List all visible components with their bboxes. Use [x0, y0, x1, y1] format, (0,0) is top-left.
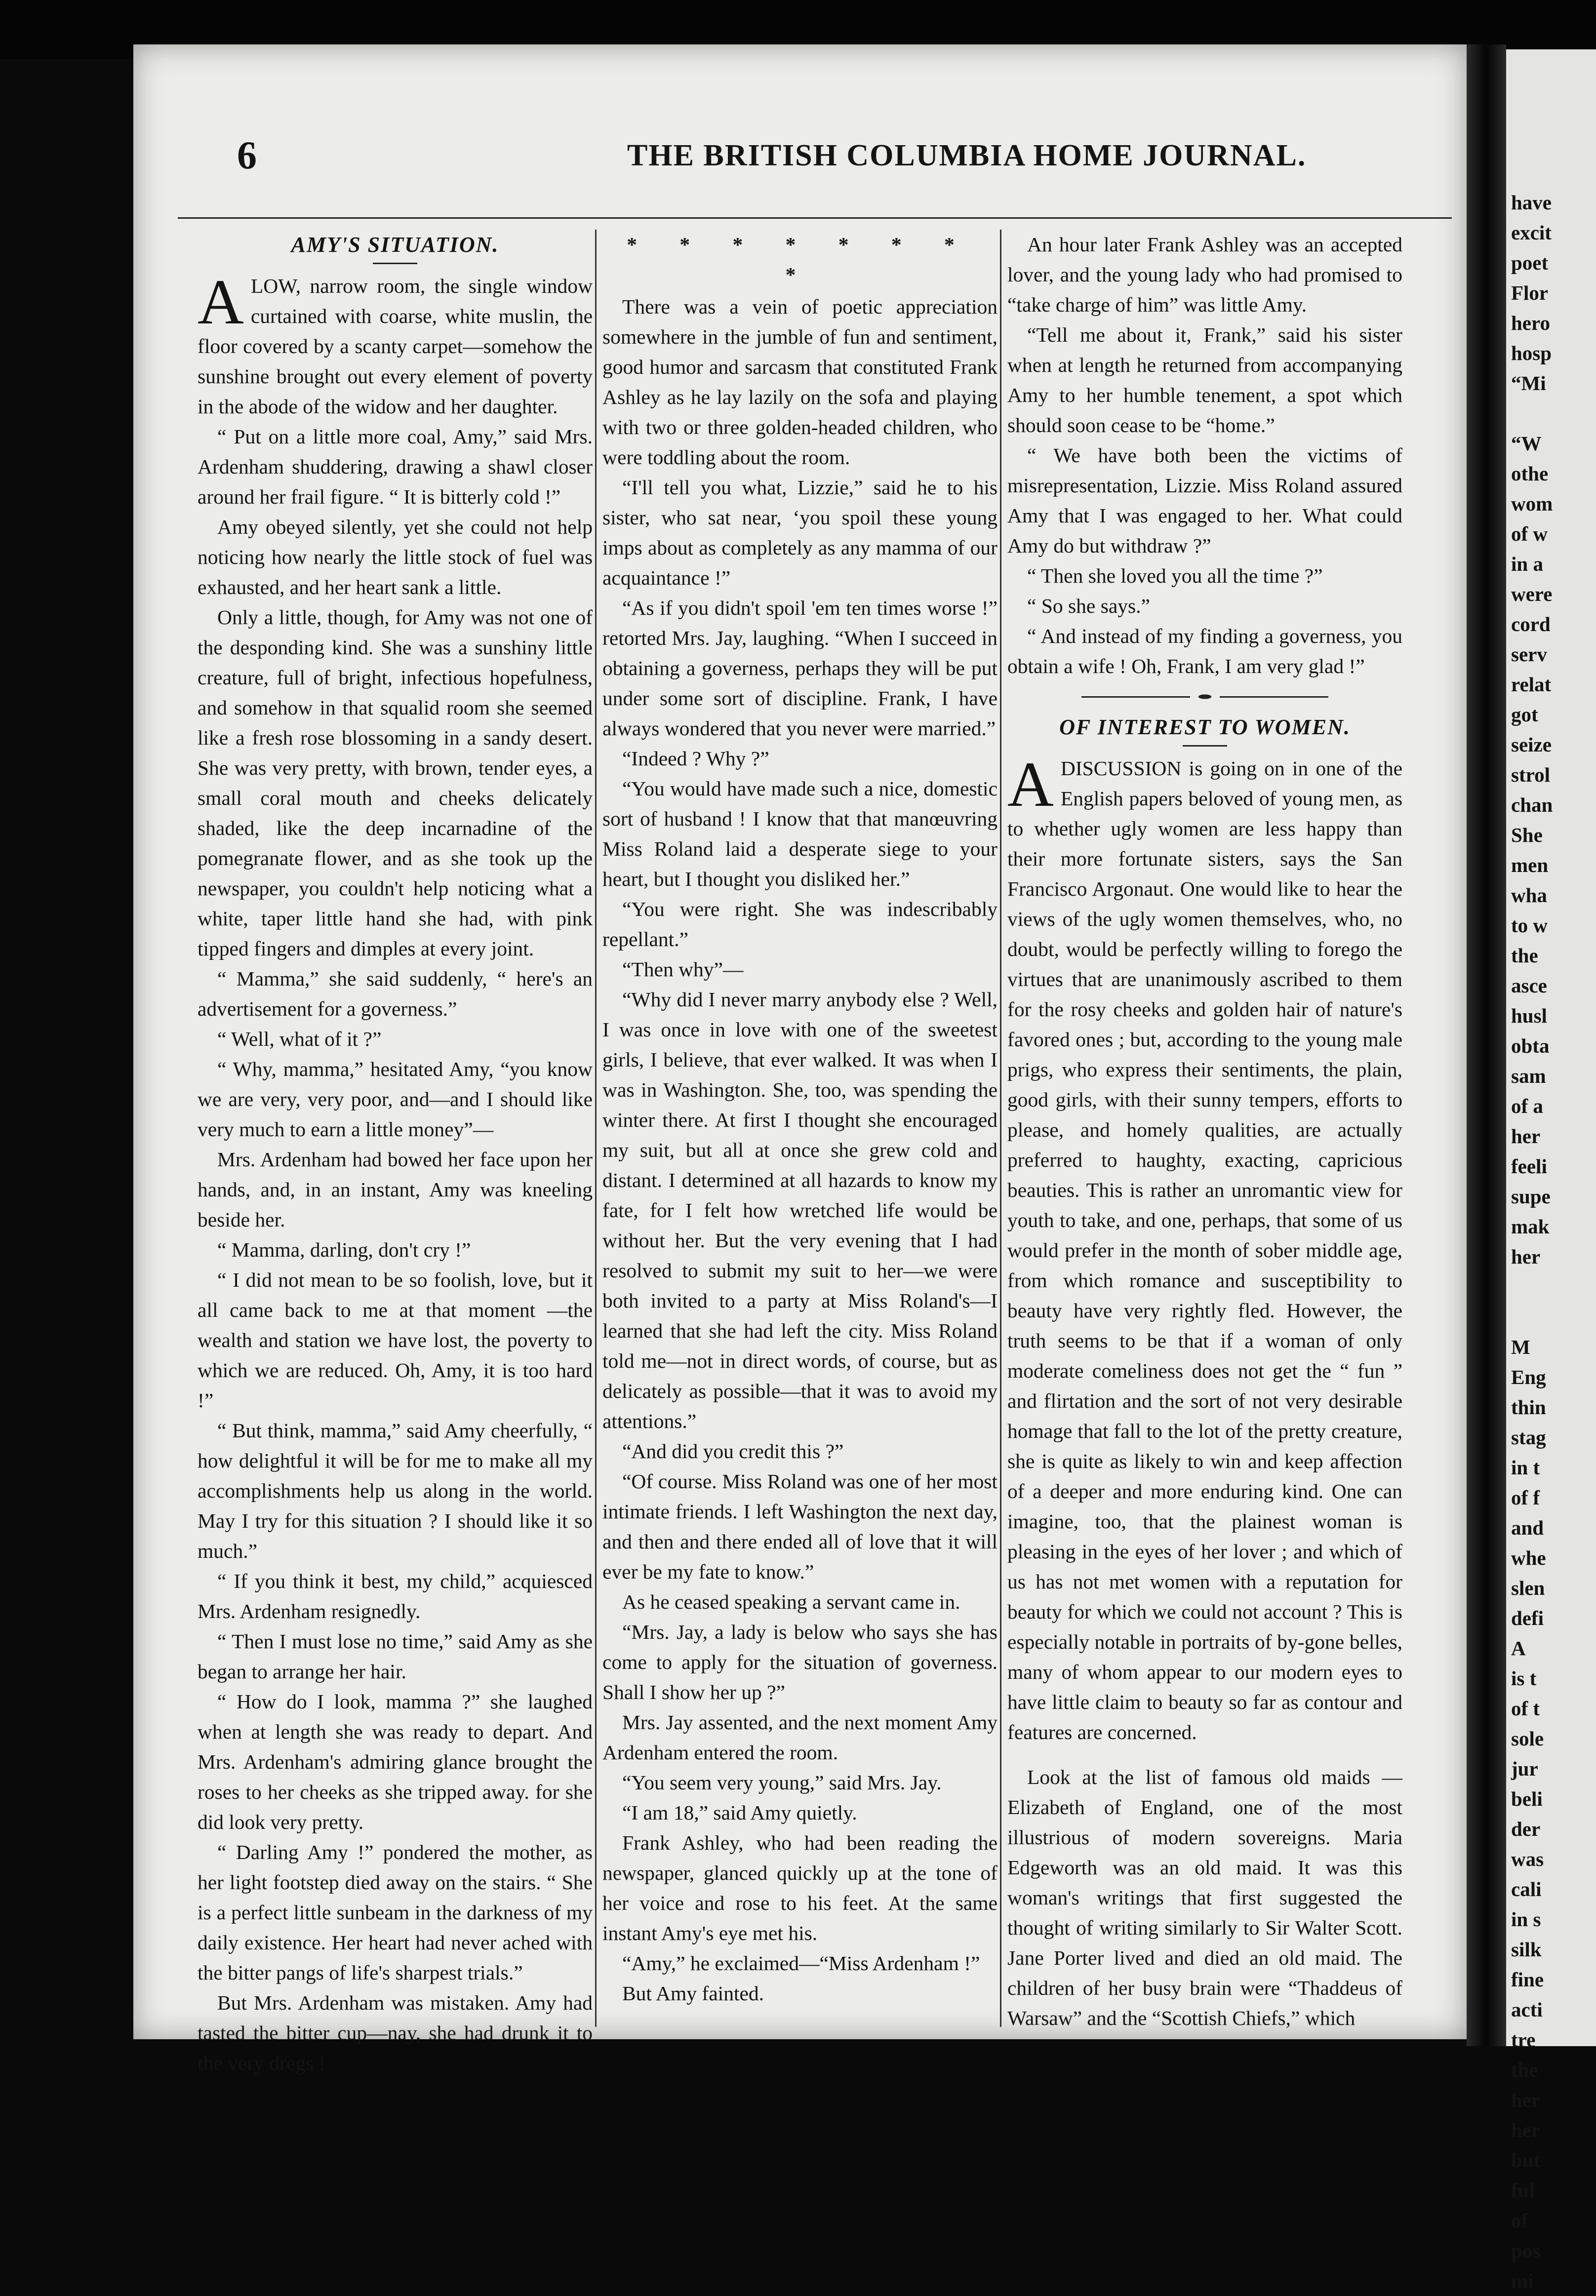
article-paragraph: “ Well, what of it ?” [217, 1028, 382, 1050]
adjacent-page-line: to w [1511, 914, 1548, 937]
article-paragraph: There was a vein of poetic appreciation somewhere in the jumble of fun and sentiment, good humor and sarcasm that constituted Frank Ashley as he lay lazily on the sofa and playing with two or three golden-headed children, who were toddling about the room. [602, 295, 998, 469]
masthead: THE BRITISH COLUMBIA HOME JOURNAL. [627, 139, 1307, 172]
article-paragraph: “As if you didn't spoil 'em ten times worse !” retorted Mrs. Jay, laughing. “When I succeed in obtaining a governess, perhaps they will be put under some sort of discipline. Frank, I have always wondered that you never were married.” [602, 596, 998, 740]
adjacent-page-line: of a [1511, 1095, 1543, 1117]
article-paragraph: “Then why”— [622, 958, 744, 981]
adjacent-page-line: A [1511, 1637, 1526, 1660]
adjacent-page-line: poet [1511, 251, 1549, 274]
article-paragraph: “You were right. She was indescribably repellant.” [602, 898, 998, 950]
title-rule [1183, 745, 1227, 747]
ornament-divider [1081, 693, 1328, 700]
adjacent-page-line: asce [1511, 974, 1547, 997]
article-paragraph: “Of course. Miss Roland was one of her most intimate friends. I left Washington the next day, and then and there ended all of love that it will ever be my fate to know.” [602, 1470, 998, 1583]
paragraph-gap [1007, 1747, 1402, 1762]
adjacent-page-line: her [1511, 2119, 1541, 2141]
article-paragraph: “ We have both been the victims of misrepresentation, Lizzie. Miss Roland assured Amy that I was engaged to her. What could Amy do but withdraw ?” [1007, 444, 1402, 557]
adjacent-page-line: mi [1511, 2269, 1534, 2292]
adjacent-page-line: excit [1511, 221, 1552, 244]
adjacent-page-line: in s [1511, 1908, 1541, 1931]
adjacent-page-line: slen [1511, 1577, 1545, 1599]
adjacent-page-line: defi [1511, 1607, 1544, 1629]
adjacent-page-line: cord [1511, 613, 1551, 635]
column-divider [1000, 230, 1001, 2027]
adjacent-page-line: serv [1511, 643, 1547, 666]
article-paragraph: ADISCUSSION is going on in one of the English papers beloved of young men, as to whether ugly women are less happy than their more fortunate sisters, says the San Francisco Argonaut. One would like to hear the views of the ugly women themselves, who, no doubt, would be perfectly willing to forego the virtues that are unanimously ascribed to them for the rosy cheeks and golden hair of nature's favored ones ; but, according to the young male prigs, who express their sentiments, the plain, good girls, with their sunny tempers, efforts to please, and homely qualities, are actually preferred to haughty, exacting, capricious beauties. This is rather an unromantic view for youth to take, and one, perhaps, that some of us would prefer in the month of sober middle age, from which romance and susceptibility to beauty have very rightly fled. However, the truth seems to be that if a woman of only moderate comeliness does not get the “ fun ” and flirtation and the sort of not very desirable homage that fall to the lot of the pretty creature, she is quite as likely to win and keep affection of a deeper and more enduring kind. One can imagine, too, that the plainest woman is pleasing in the eyes of her lover ; and which of us has not met women with a reputation for beauty for which we could not account ? This is especially notable in portraits of by-gone belles, many of whom appear to our modern eyes to have little claim to beauty so far as contour and features are concerned. [1007, 749, 1402, 1743]
adjacent-page-line: relat [1511, 673, 1552, 696]
article-paragraph: Only a little, though, for Amy was not one of the desponding kind. She was a sunshiny little creature, full of bright, infectious hopefulness, and somehow in that squalid room she seemed like a fresh rose blossoming in a sandy desert. She was very pretty, with brown, tender eyes, a small coral mouth and cheeks delicately shaded, like the deep incarnadine of the pomegranate flower, and as she took up the newspaper, you couldn't help noticing what a white, taper little hand she had, with pink tipped fingers and dimples at every joint. [198, 606, 593, 960]
adjacent-page-line: and [1511, 1516, 1544, 1539]
adjacent-page-line: her [1511, 1245, 1541, 1268]
adjacent-page-line: got [1511, 703, 1538, 726]
adjacent-page-line: Flor [1511, 281, 1549, 304]
article-paragraph: “Amy,” he exclaimed—“Miss Ardenham !” [622, 1952, 980, 1975]
adjacent-page-line [1511, 1302, 1596, 1332]
adjacent-page-line: sam [1511, 1065, 1546, 1087]
article-paragraph: “I am 18,” said Amy quietly. [622, 1801, 857, 1824]
article-paragraph: “I'll tell you what, Lizzie,” said he to his sister, who sat near, ‘you spoil these young imps about as completely as any mamma of our acquaintance !” [602, 476, 998, 589]
article-paragraph: “ Put on a little more coal, Amy,” said Mrs. Ardenham shuddering, drawing a shawl closer around her frail figure. “ It is bitterly cold !” [198, 425, 593, 508]
newspaper-page [133, 44, 1467, 2074]
adjacent-page-line: tre [1511, 2028, 1536, 2051]
adjacent-page-line: supe [1511, 1185, 1551, 1208]
article-paragraph: “ I did not mean to be so foolish, love, but it all came back to me at that moment —the wealth and station we have lost, the poverty to which we are reduced. Oh, Amy, it is too hard !” [198, 1268, 593, 1412]
adjacent-page-line: her [1511, 1125, 1541, 1148]
article-paragraph: Look at the list of famous old maids —Elizabeth of England, one of the most illustrious of modern sovereigns. Maria Edgeworth was an old maid. It was this woman's writings that first suggested the thought of writing similarly to Sir Walter Scott. Jane Porter lived and died an old maid. The children of her busy brain were “Thaddeus of Warsaw” and the “Scottish Chiefs,” which [1007, 1766, 1402, 2029]
article-paragraph: As he ceased speaking a servant came in. [622, 1590, 960, 1613]
article-paragraph: “ If you think it best, my child,” acquiesced Mrs. Ardenham resignedly. [198, 1570, 593, 1623]
column-2 [602, 230, 998, 2027]
adjacent-page-line: the [1511, 2058, 1538, 2081]
article-title: OF INTEREST TO WOMEN. [1059, 715, 1351, 739]
article-paragraph: “ And instead of my finding a governess, you obtain a wife ! Oh, Frank, I am very glad !” [1007, 625, 1402, 677]
page-number: 6 [237, 134, 257, 177]
column-3 [1007, 230, 1402, 2027]
adjacent-page-line: othe [1511, 462, 1549, 485]
adjacent-page-line: obta [1511, 1034, 1550, 1057]
adjacent-page-line: in a [1511, 553, 1543, 575]
article-paragraph: “You seem very young,” said Mrs. Jay. [622, 1771, 942, 1794]
adjacent-page-line: cali [1511, 1878, 1542, 1900]
adjacent-page-text [1506, 49, 1596, 2296]
article-title: AMY'S SITUATION. [291, 233, 499, 257]
drop-cap: A [1007, 749, 1054, 820]
column-1 [198, 230, 593, 2074]
adjacent-page-line: chan [1511, 793, 1553, 816]
article-paragraph: “ But think, mamma,” said Amy cheerfully, “ how delightful it will be for me to make all my accomplishments help us along in the world. May I try for this situation ? I should like it so much.” [198, 1419, 593, 1562]
article-paragraph: But Mrs. Ardenham was mistaken. Amy had tasted the bitter cup—nay, she had drunk it to the very dregs ! [198, 1991, 593, 2074]
adjacent-page-line: husl [1511, 1004, 1547, 1027]
adjacent-page-line [1511, 398, 1596, 429]
adjacent-page-line: her [1511, 2089, 1541, 2111]
column-divider [595, 230, 597, 2027]
adjacent-page-line: wha [1511, 884, 1547, 907]
article-paragraph: Mrs. Jay assented, and the next moment Amy Ardenham entered the room. [602, 1711, 998, 1764]
adjacent-page-line: of t [1511, 1697, 1540, 1720]
adjacent-page-line: but [1511, 2149, 1541, 2172]
adjacent-page-line: M [1511, 1336, 1530, 1358]
adjacent-page-line: “W [1511, 432, 1542, 455]
article-paragraph: “You would have made such a nice, domestic sort of husband ! I know that that manœuvring Miss Roland laid a desperate siege to your heart, but I thought you disliked her.” [602, 777, 998, 890]
adjacent-page-line: silk [1511, 1938, 1542, 1961]
adjacent-page-line: was [1511, 1848, 1544, 1870]
adjacent-page-line: mak [1511, 1215, 1550, 1238]
article-paragraph: “ How do I look, mamma ?” she laughed when at length she was ready to depart. And Mrs. Ardenham's admiring glance brought the roses to her cheeks as she tripped away. for she did look very pretty. [198, 1690, 593, 1833]
adjacent-page-line: She [1511, 824, 1543, 846]
adjacent-page-line: fine [1511, 1968, 1544, 1991]
section-break-stars: * * * * * * * * [627, 233, 973, 286]
article-paragraph: “ Mamma, darling, don't cry !” [217, 1238, 471, 1261]
article-paragraph: “Tell me about it, Frank,” said his sister when at length he returned from accompanying Amy to her humble tenement, a spot which should soon cease to be “home.” [1007, 323, 1402, 436]
adjacent-page-line: acti [1511, 1998, 1543, 2021]
adjacent-page-line: of [1511, 2209, 1528, 2232]
title-rule [373, 263, 417, 264]
article-paragraph: ALOW, narrow room, the single window curtained with coarse, white muslin, the floor covered by a scanty carpet—somehow the sunshine brought out every element of poverty in the abode of the widow and her daughter. [198, 267, 593, 418]
article-paragraph: “ Then I must lose no time,” said Amy as she began to arrange her hair. [198, 1630, 593, 1683]
adjacent-page-line: were [1511, 583, 1553, 605]
header-rule [178, 217, 1452, 219]
article-paragraph: “ So she says.” [1027, 594, 1150, 617]
article-paragraph: “ Mamma,” she said suddenly, “ here's an advertisement for a governess.” [198, 967, 593, 1020]
adjacent-page-line: the [1511, 944, 1538, 967]
article-paragraph: Mrs. Ardenham had bowed her face upon her hands, and, in an instant, Amy was kneeling beside her. [198, 1148, 593, 1231]
article-paragraph: “Mrs. Jay, a lady is below who says she has come to apply for the situation of governess. Shall I show her up ?” [602, 1621, 998, 1703]
adjacent-page-line: hero [1511, 312, 1550, 334]
article-paragraph: An hour later Frank Ashley was an accepted lover, and the young lady who had promised to “take charge of him” was little Amy. [1007, 233, 1402, 316]
article-paragraph: “ Why, mamma,” hesitated Amy, “you know we are very, very poor, and—and I should like very much to earn a little money”— [198, 1058, 593, 1141]
adjacent-page-line: of w [1511, 522, 1548, 545]
adjacent-page-line: beli [1511, 1787, 1543, 1810]
article-paragraph: “Why did I never marry anybody else ? Well, I was once in love with one of the sweetest girls, I believe, that ever walked. It was when I was in Washington. She, too, was spending the winter there. At first I thought she encouraged my suit, but all at once she grew cold and distant. I determined at all hazards to know my fate, for I felt how wretched life would be without her. But the very evening that I had resolved to submit my suit to her—we were both invited to a party at Miss Roland's—I learned that she had left the city. Miss Roland told me—not in direct words, of course, but as delicately as possible—that it was to avoid my attentions.” [602, 988, 998, 1432]
adjacent-page-line: wom [1511, 492, 1553, 515]
adjacent-page-line: sole [1511, 1727, 1544, 1750]
article-paragraph: “Indeed ? Why ?” [622, 747, 769, 770]
adjacent-page-line: strol [1511, 763, 1550, 786]
adjacent-page-line: men [1511, 854, 1549, 876]
adjacent-page-line [1511, 1272, 1596, 1302]
article-paragraph: “ Darling Amy !” pondered the mother, as her light footstep died away on the stairs. “ She is a perfect little sunbeam in the darkness of my daily existence. Her heart had never ached with the bitter pangs of life's sharpest trials.” [198, 1841, 593, 1984]
article-paragraph: Amy obeyed silently, yet she could not help noticing how nearly the little stock of fuel was exhausted, and her heart sank a little. [198, 515, 593, 598]
article-paragraph: “And did you credit this ?” [622, 1440, 844, 1463]
article-paragraph: Frank Ashley, who had been reading the newspaper, glanced quickly up at the tone of her voice and rose to his feet. At the same instant Amy's eye met his. [602, 1831, 998, 1944]
article-paragraph: But Amy fainted. [622, 1982, 764, 2005]
adjacent-page-line: of f [1511, 1486, 1540, 1509]
adjacent-page-line: thin [1511, 1396, 1546, 1419]
adjacent-page-line: stag [1511, 1426, 1546, 1449]
adjacent-page-line: ful [1511, 2179, 1535, 2202]
adjacent-page-line: feeli [1511, 1155, 1547, 1178]
adjacent-page-line: jur [1511, 1757, 1538, 1780]
adjacent-page-line: is t [1511, 1667, 1537, 1690]
book-gutter [1467, 44, 1506, 2046]
adjacent-page-line: in t [1511, 1456, 1540, 1479]
adjacent-page-line: seize [1511, 733, 1552, 756]
adjacent-page-line: Eng [1511, 1366, 1546, 1388]
adjacent-page-line: pos [1511, 2239, 1541, 2262]
drop-cap: A [198, 267, 244, 338]
adjacent-page-line: have [1511, 191, 1552, 214]
adjacent-page-edge [1506, 49, 1596, 2292]
adjacent-page-line: hosp [1511, 342, 1552, 364]
adjacent-page-line: whe [1511, 1546, 1546, 1569]
adjacent-page-line: “Mi [1511, 372, 1546, 395]
adjacent-page-line: der [1511, 1818, 1541, 1840]
article-paragraph: “ Then she loved you all the time ?” [1027, 564, 1323, 587]
